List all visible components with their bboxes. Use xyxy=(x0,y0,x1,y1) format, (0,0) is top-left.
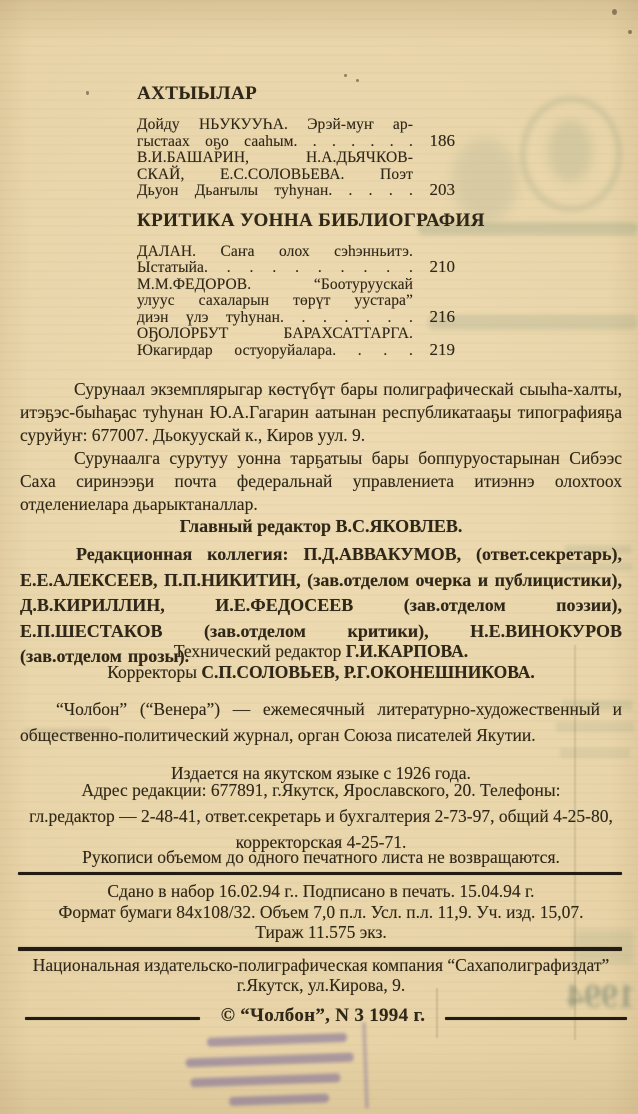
toc-item-text: Дойду НЬУКУУҺА. Эрэй-муҥ ар- гыстаах оҕо сааһым. . . . . . . xyxy=(137,116,413,150)
showthrough-text-mark xyxy=(560,748,630,758)
correctors-line xyxy=(20,662,622,683)
print-info-line: Сдано в набор 16.02.94 г.. Подписано в печать. 15.04.94 г. xyxy=(107,881,535,901)
publisher-block xyxy=(20,956,622,995)
print-info-block xyxy=(20,881,622,943)
correctors-names: С.П.СОЛОВЬЕВ, Р.Г.ОКОНЕШНИКОВА. xyxy=(201,662,535,682)
copyright-left-rule xyxy=(25,1017,200,1020)
horizontal-rule xyxy=(18,872,622,875)
showthrough-blob xyxy=(548,120,592,182)
publisher-line: Национальная издательско-полиграфическая компания “Сахаполиграфиздат” xyxy=(32,955,610,975)
copyright-right-rule xyxy=(445,1017,627,1020)
toc-item xyxy=(137,277,463,327)
toc-item-text: М.М.ФЕДОРОВ. “Боотуруускай улуус сахаларын төрүт уустара” диэн үлэ туһунан. . . . . . . xyxy=(137,275,413,326)
stamp-text-line xyxy=(229,1094,329,1106)
toc-page-number: 186 xyxy=(429,130,455,150)
subscription-note: Сурунаалга сурутуу уонна тарҕатыы бары боппуруостарынан Сибээс Саха сиринээҕи почта федеральнай управлениета итиэннэ олохтоох отделениелара дьарыктаналлар. xyxy=(20,448,622,514)
toc-page-number: 210 xyxy=(429,257,455,276)
toc-item xyxy=(137,326,463,359)
technical-editor-label: Технический редактор xyxy=(173,641,346,661)
library-stamp xyxy=(149,1022,369,1114)
paper-speck xyxy=(612,9,617,15)
toc-item-text: ДАЛАН. Саҥа олох сэһэнньитэ. Ыстатыйа. . . . . . . . . . xyxy=(137,242,413,276)
correctors-label: Корректоры xyxy=(107,662,202,682)
showthrough-emblem-ring xyxy=(521,97,621,211)
typography-errata-paragraphs xyxy=(20,378,622,516)
showthrough-year-1994: 1994 xyxy=(567,978,635,1015)
toc-section-title: КРИТИКА УОННА БИБЛИОГРАФИЯ xyxy=(137,209,485,231)
technical-editor-name: Г.И.КАРПОВА. xyxy=(345,641,469,661)
stamp-text-line xyxy=(207,1033,347,1047)
toc-item xyxy=(137,117,463,150)
paper-speck xyxy=(628,30,632,34)
published-since-line: Издается на якутском языке с 1926 года. xyxy=(171,763,471,783)
technical-editor-line xyxy=(20,641,622,662)
toc-section-title: АХТЫЫЛАР xyxy=(137,83,258,104)
toc-page-number: 216 xyxy=(429,306,455,326)
stamp-text-line xyxy=(186,1053,354,1068)
editorial-address-block xyxy=(20,777,622,855)
editorial-board-paragraph: Редакционная коллегия: П.Д.АВВАКУМОВ, (ответ.секретарь), Е.Е.АЛЕКСЕЕВ, П.П.НИКИТИН, (зав.отделом очерка и публицистики), Д.В.КИРИЛЛИН, И.Е.ФЕДОСЕЕВ (зав.отделом поэзии), Е.П.ШЕСТАКОВ (зав.отделом критики), Н.Е.ВИНОКУРОВ (зав.отделом прозы). xyxy=(20,544,622,666)
publisher-line: г.Якутск, ул.Кирова, 9. xyxy=(236,974,406,995)
address-line: гл.редактор — 2-48-41, ответ.секретарь и бухгалтерия 2-73-97, общий 4-25-80, xyxy=(29,806,613,826)
print-info-line: Формат бумаги 84х108/32. Объем 7,0 п.л. Усл. п.л. 11,9. Уч. изд. 15,07. xyxy=(58,901,584,922)
toc-item-text: В.И.БАШАРИН, Н.А.ДЬЯЧКОВ- СКАЙ, Е.С.СОЛОВЬЕВА. Поэт Дьуон Дьаҥылы туһунан. . . . . xyxy=(137,149,413,199)
manuscripts-note-line: Рукописи объемом до одного печатного листа не возвращаются. xyxy=(82,847,560,867)
address-line: корректорская 4-25-71. xyxy=(235,832,407,852)
table-of-contents xyxy=(137,83,485,359)
paper-speck xyxy=(356,79,359,82)
toc-item xyxy=(137,244,463,277)
toc-page-number: 219 xyxy=(429,339,455,359)
typography-note: Сурунаал экземплярыгар көстүбүт бары полиграфическай сыыһа-халты, итэҕэс-быһаҕас туһунан Ю.А.Гагарин аатынан республикатааҕы типографияҕа суруйуҥ: 677007. Дьокуускай к., Киров уул. 9. xyxy=(20,379,622,445)
stamp-text-line xyxy=(190,1073,340,1087)
paper-speck xyxy=(344,74,347,77)
chief-editor-line: Главный редактор В.С.ЯКОВЛЕВ. xyxy=(179,516,463,536)
toc-page-number: 203 xyxy=(429,180,455,199)
paper-speck xyxy=(86,91,89,95)
address-line: Адрес редакции: 677891, г.Якутск, Ярославского, 20. Телефоны: xyxy=(81,780,561,800)
copyright-line: © “Чолбон”, N 3 1994 г. xyxy=(220,1005,426,1026)
toc-item-text: ОҔОЛОРБУТ БАРАХСАТТАРГА. Юкагирдар остуоруйалара. . . . xyxy=(137,325,413,359)
print-info-line: Тираж 11.575 экз. xyxy=(255,922,387,942)
staff-lines xyxy=(20,641,622,683)
toc-item xyxy=(137,150,463,200)
about-journal-paragraph: “Чолбон” (“Венера”) — ежемесячный литературно-художественный и общественно-политический журнал, орган Союза писателей Якутии. xyxy=(20,699,622,745)
horizontal-rule xyxy=(18,947,622,951)
